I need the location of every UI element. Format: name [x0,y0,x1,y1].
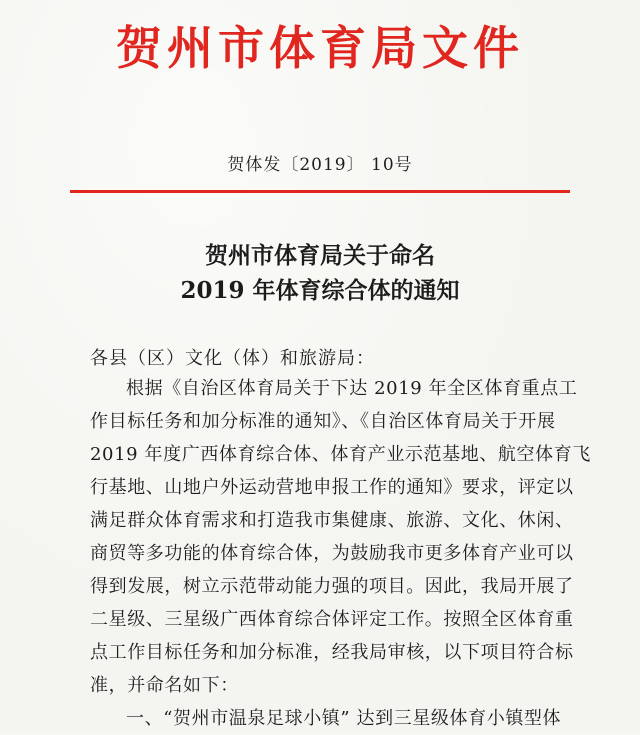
body-line: 根据《自治区体育局关于下达 2019 年全区体育重点工 [126,378,578,399]
notice-title-line-1: 贺州市体育局关于命名 [205,242,435,269]
document-number: 贺体发〔2019〕 10号 [227,155,413,175]
body-text [90,372,591,735]
addressee: 各县（区）文化（体）和旅游局： [90,348,375,369]
body-line: 行基地、山地户外运动营地申报工作的通知》要求，评定以 [90,477,574,498]
body-line: 作目标任务和加分标准的通知》、《自治区体育局关于开展 [90,411,556,432]
body-line: 2019 年度广西体育综合体、体育产业示范基地、航空体育飞 [90,444,591,465]
body-line: 得到发展，树立示范带动能力强的项目。因此，我局开展了 [90,576,574,597]
body-line: 商贸等多功能的体育综合体，为鼓励我市更多体育产业可以 [90,543,574,564]
body-line: 满足群众体育需求和打造我市集健康、旅游、文化、休闲、 [90,510,574,531]
body-line: 二星级、三星级广西体育综合体评定工作。按照全区体育重 [90,609,574,630]
notice-title-line-2: 2019 年体育综合体的通知 [180,277,460,304]
document-header-title: 贺州市体育局文件 [116,21,524,75]
body-line: 点工作目标任务和加分标准，经我局审核，以下项目符合标 [90,642,574,663]
notice-title [0,238,640,308]
body-line: 一、“贺州市温泉足球小镇” 达到三星级体育小镇型体 [126,708,562,729]
body-line: 准，并命名如下： [90,675,239,696]
red-divider-rule [70,190,570,193]
